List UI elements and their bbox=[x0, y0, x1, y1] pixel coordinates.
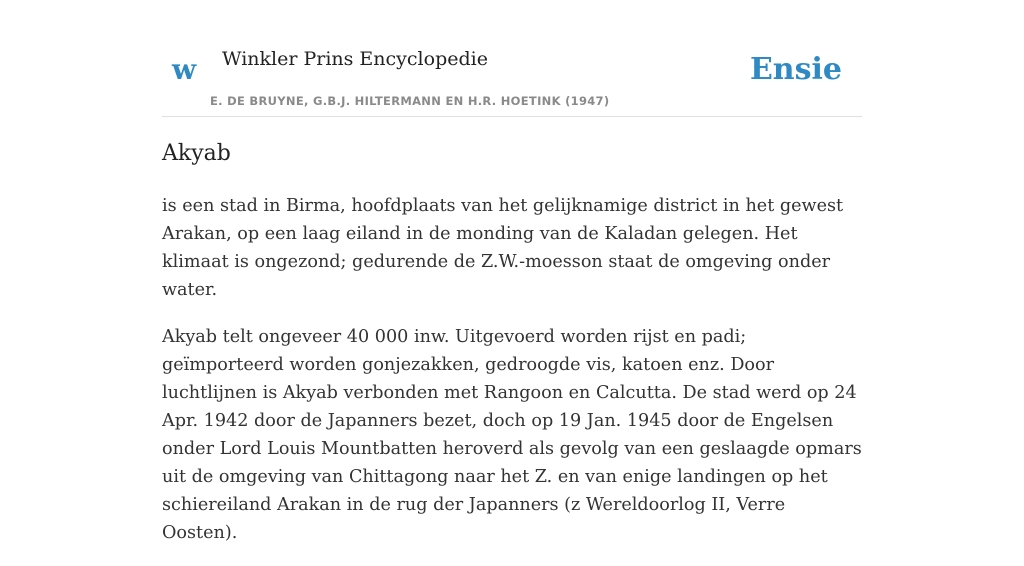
source-logo-icon[interactable]: w bbox=[172, 53, 197, 86]
source-title[interactable]: Winkler Prins Encyclopedie bbox=[222, 48, 488, 70]
source-authors: E. DE BRUYNE, G.B.J. HILTERMANN EN H.R. HOETINK (1947) bbox=[210, 94, 610, 108]
entry-title: Akyab bbox=[162, 141, 231, 166]
paragraph-1: is een stad in Birma, hoofdplaats van het gelijknamige district in het gewest Arakan, op een laag eiland in de monding van de Kaladan gelegen. Het klimaat is ongezond; gedurende de Z.W.-moesson staat de omgeving onder water. bbox=[162, 196, 844, 300]
paragraph-2: Akyab telt ongeveer 40 000 inw. Uitgevoerd worden rijst en padi; geïmporteerd worden gonjezakken, gedroogde vis, katoen enz. Door luchtlijnen is Akyab verbonden met Rangoon en Calcutta. De stad werd op 24 Apr. 1942 door de Japanners bezet, doch op 19 Jan. 1945 door de Engelsen onder Lord Louis Mountbatten heroverd als gevolg van een geslaagde opmars uit de omgeving van Chittagong naar het Z. en van enige landingen op het schiereiland Arakan in de rug der Japanners (z Wereldoorlog II, Verre Oosten). bbox=[162, 327, 862, 543]
page bbox=[162, 0, 862, 543]
entry-body bbox=[162, 192, 862, 566]
ensie-logo[interactable]: Ensie bbox=[749, 52, 842, 87]
header bbox=[162, 0, 862, 117]
